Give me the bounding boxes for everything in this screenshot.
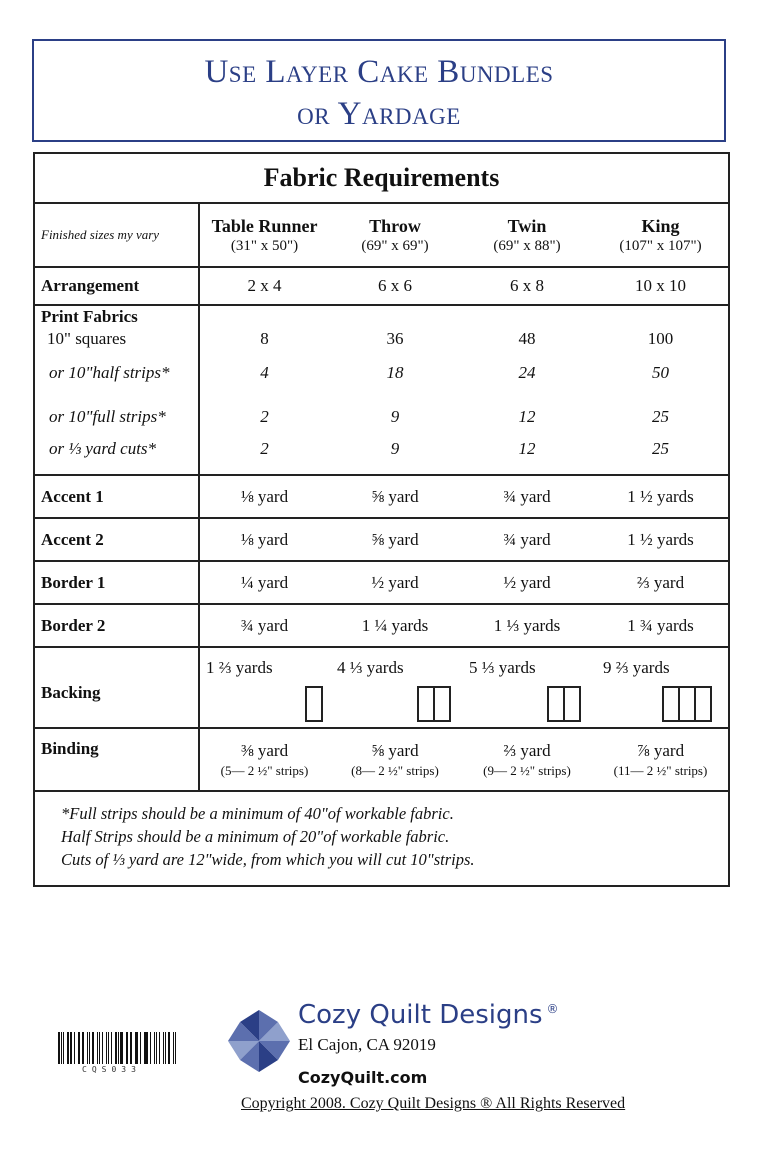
- half-strips-cell: 50: [652, 363, 669, 382]
- accent2-row: [35, 518, 728, 561]
- barcode-bar: [58, 1032, 60, 1064]
- col-table-runner-size: (31" x 50"): [230, 237, 299, 254]
- half-strips-cell: 4: [260, 363, 269, 382]
- border1-cell: ⅔ yard: [593, 561, 728, 604]
- barcode-bar: [108, 1032, 109, 1064]
- accent1-row: [35, 475, 728, 518]
- barcode-bar: [173, 1032, 174, 1064]
- accent1-cell: ⅛ yard: [199, 475, 329, 518]
- brand-text: Cozy Quilt Designs: [298, 1000, 543, 1030]
- barcode-bar: [136, 1032, 138, 1064]
- accent2-cell: ¾ yard: [461, 518, 593, 561]
- accent2-cell: ⅛ yard: [199, 518, 329, 561]
- yard-cuts-cell: 9: [329, 439, 461, 475]
- print-fabrics-heading-row: [35, 305, 728, 327]
- barcode-bar: [165, 1032, 166, 1064]
- table-heading: Fabric Requirements: [35, 154, 728, 204]
- col-twin: Twin: [507, 215, 547, 236]
- col-twin-size: (69" x 88"): [493, 237, 561, 254]
- yard-cuts-cell: 2: [199, 439, 329, 475]
- binding-cell: ⅝ yard: [371, 740, 419, 760]
- arrangement-cell: 2 x 4: [199, 267, 329, 305]
- yard-cuts-cell: 25: [593, 439, 728, 475]
- title-line-2: or Yardage: [297, 96, 461, 132]
- brand-name: [298, 1000, 559, 1030]
- arrangement-cell: 10 x 10: [593, 267, 728, 305]
- binding-cell: ⅜ yard: [240, 740, 289, 760]
- border1-row: [35, 561, 728, 604]
- border2-row: [35, 604, 728, 647]
- full-strips-cell: 25: [652, 407, 669, 426]
- binding-cell: ⅔ yard: [503, 740, 551, 760]
- col-king-size: (107" x 107"): [619, 237, 702, 254]
- barcode-text: CQS033: [82, 1065, 141, 1074]
- barcode-bar: [89, 1032, 90, 1064]
- col-throw: Throw: [369, 215, 421, 236]
- border1-cell: ½ yard: [329, 561, 461, 604]
- accent2-cell: 1 ½ yards: [593, 518, 728, 561]
- barcode-bar: [144, 1032, 145, 1064]
- squares-cell: 100: [647, 329, 674, 348]
- squares-label: 10" squares: [35, 327, 199, 351]
- yard-cuts-cell: 12: [461, 439, 593, 475]
- binding-strips: (9— 2 ½" strips): [483, 762, 571, 778]
- header-row: [35, 204, 728, 267]
- accent1-cell: ¾ yard: [461, 475, 593, 518]
- full-strips-cell: 12: [518, 407, 536, 426]
- barcode-bar: [78, 1032, 79, 1064]
- accent2-label: Accent 2: [35, 518, 199, 561]
- footnote-line: *Full strips should be a minimum of 40"of workable fabric.: [61, 804, 454, 823]
- backing-panel-diagram: [417, 686, 451, 722]
- border2-cell: 1 ¼ yards: [329, 604, 461, 647]
- barcode-bar: [63, 1032, 64, 1064]
- squares-cell: 8: [260, 329, 269, 348]
- backing-panel-diagram: [662, 686, 712, 722]
- barcode-bar: [130, 1032, 132, 1064]
- barcode-bar: [74, 1032, 75, 1064]
- backing-row: [35, 647, 728, 728]
- barcode-bar: [163, 1032, 164, 1064]
- backing-panel-diagram: [547, 686, 581, 722]
- arrangement-row: [35, 267, 728, 305]
- accent1-label: Accent 1: [35, 475, 199, 518]
- barcode-bar: [61, 1032, 62, 1064]
- barcode-bar: [97, 1032, 98, 1064]
- half-strips-cell: 18: [386, 363, 404, 382]
- backing-cell: 9 ⅔ yards: [603, 658, 670, 677]
- backing-cell: 1 ⅔ yards: [206, 658, 273, 677]
- border2-cell: ¾ yard: [199, 604, 329, 647]
- col-throw-size: (69" x 69"): [361, 237, 429, 254]
- binding-cell: ⅞ yard: [636, 740, 685, 760]
- squares-cell: 48: [518, 329, 536, 348]
- backing-label: Backing: [35, 647, 199, 728]
- backing-cell: 5 ⅓ yards: [469, 658, 536, 677]
- footnotes: [35, 790, 728, 885]
- registered-mark: ®: [546, 1002, 559, 1017]
- accent2-cell: ⅝ yard: [329, 518, 461, 561]
- barcode-bar: [126, 1032, 127, 1064]
- barcode-bar: [115, 1032, 117, 1064]
- binding-strips: (8— 2 ½" strips): [351, 762, 439, 778]
- barcode-bar: [118, 1032, 119, 1064]
- barcode-bar: [175, 1032, 177, 1064]
- squares-row: [35, 327, 728, 351]
- binding-row: [35, 728, 728, 790]
- title-line-1: Use Layer Cake Bundles: [204, 54, 554, 90]
- binding-strips: (11— 2 ½" strips): [613, 762, 708, 778]
- squares-cell: 36: [386, 329, 404, 348]
- binding-label: Binding: [35, 728, 199, 790]
- border2-cell: 1 ⅓ yards: [461, 604, 593, 647]
- print-fabrics-label: Print Fabrics: [35, 305, 199, 327]
- footnote-line: Cuts of ⅓ yard are 12"wide, from which you will cut 10"strips.: [61, 850, 475, 869]
- fabric-requirements-table: [33, 152, 730, 887]
- backing-cell: 4 ⅓ yards: [337, 658, 404, 677]
- barcode-bar: [70, 1032, 72, 1064]
- arrangement-cell: 6 x 6: [329, 267, 461, 305]
- barcode-bar: [150, 1032, 152, 1064]
- barcode: [58, 1032, 178, 1076]
- barcode-bar: [99, 1032, 100, 1064]
- barcode-bar: [135, 1032, 136, 1064]
- border1-cell: ½ yard: [461, 561, 593, 604]
- pinwheel-logo-icon: [226, 1008, 292, 1074]
- barcode-bar: [168, 1032, 170, 1064]
- yard-cuts-label: or ⅓ yard cuts*: [35, 439, 199, 475]
- arrangement-label: Arrangement: [35, 267, 199, 305]
- accent1-cell: 1 ½ yards: [593, 475, 728, 518]
- full-strips-cell: 2: [260, 407, 269, 426]
- website: CozyQuilt.com: [298, 1068, 428, 1087]
- border1-cell: ¼ yard: [199, 561, 329, 604]
- barcode-bar: [92, 1032, 94, 1064]
- barcode-bar: [154, 1032, 155, 1064]
- finished-sizes-note: Finished sizes my vary: [41, 227, 160, 242]
- barcode-bar: [67, 1032, 69, 1064]
- full-strips-label: or 10"full strips*: [35, 395, 199, 439]
- barcode-bar: [120, 1032, 122, 1064]
- half-strips-label: or 10"half strips*: [35, 351, 199, 395]
- arrangement-cell: 6 x 8: [461, 267, 593, 305]
- requirements-grid: [35, 204, 728, 790]
- full-strips-cell: 9: [390, 407, 400, 426]
- city-line: El Cajon, CA 92019: [298, 1035, 436, 1054]
- barcode-bar: [102, 1032, 104, 1064]
- border2-cell: 1 ¾ yards: [593, 604, 728, 647]
- footnote-line: Half Strips should be a minimum of 20"of workable fabric.: [61, 827, 450, 846]
- barcode-bar: [127, 1032, 128, 1064]
- full-strips-row: [35, 395, 728, 439]
- backing-panel-diagram: [305, 686, 323, 722]
- half-strips-row: [35, 351, 728, 395]
- barcode-bar: [140, 1032, 141, 1064]
- barcode-bar: [159, 1032, 161, 1064]
- barcode-bar: [82, 1032, 84, 1064]
- border2-label: Border 2: [35, 604, 199, 647]
- copyright-line: Copyright 2008. Cozy Quilt Designs ® All Rights Reserved: [241, 1095, 626, 1112]
- barcode-bar: [106, 1032, 107, 1064]
- col-table-runner: Table Runner: [211, 215, 318, 236]
- barcode-bar: [156, 1032, 157, 1064]
- title-box: [32, 39, 726, 142]
- binding-strips: (5— 2 ½" strips): [220, 762, 309, 778]
- col-king: King: [641, 215, 680, 236]
- publisher-block: [226, 1000, 706, 1130]
- border1-label: Border 1: [35, 561, 199, 604]
- barcode-bar: [87, 1032, 89, 1064]
- half-strips-cell: 24: [518, 363, 536, 382]
- barcode-bar: [79, 1032, 80, 1064]
- barcode-bar: [145, 1032, 147, 1064]
- barcode-bars: [58, 1032, 178, 1064]
- yard-cuts-row: [35, 439, 728, 475]
- accent1-cell: ⅝ yard: [329, 475, 461, 518]
- barcode-bar: [111, 1032, 113, 1064]
